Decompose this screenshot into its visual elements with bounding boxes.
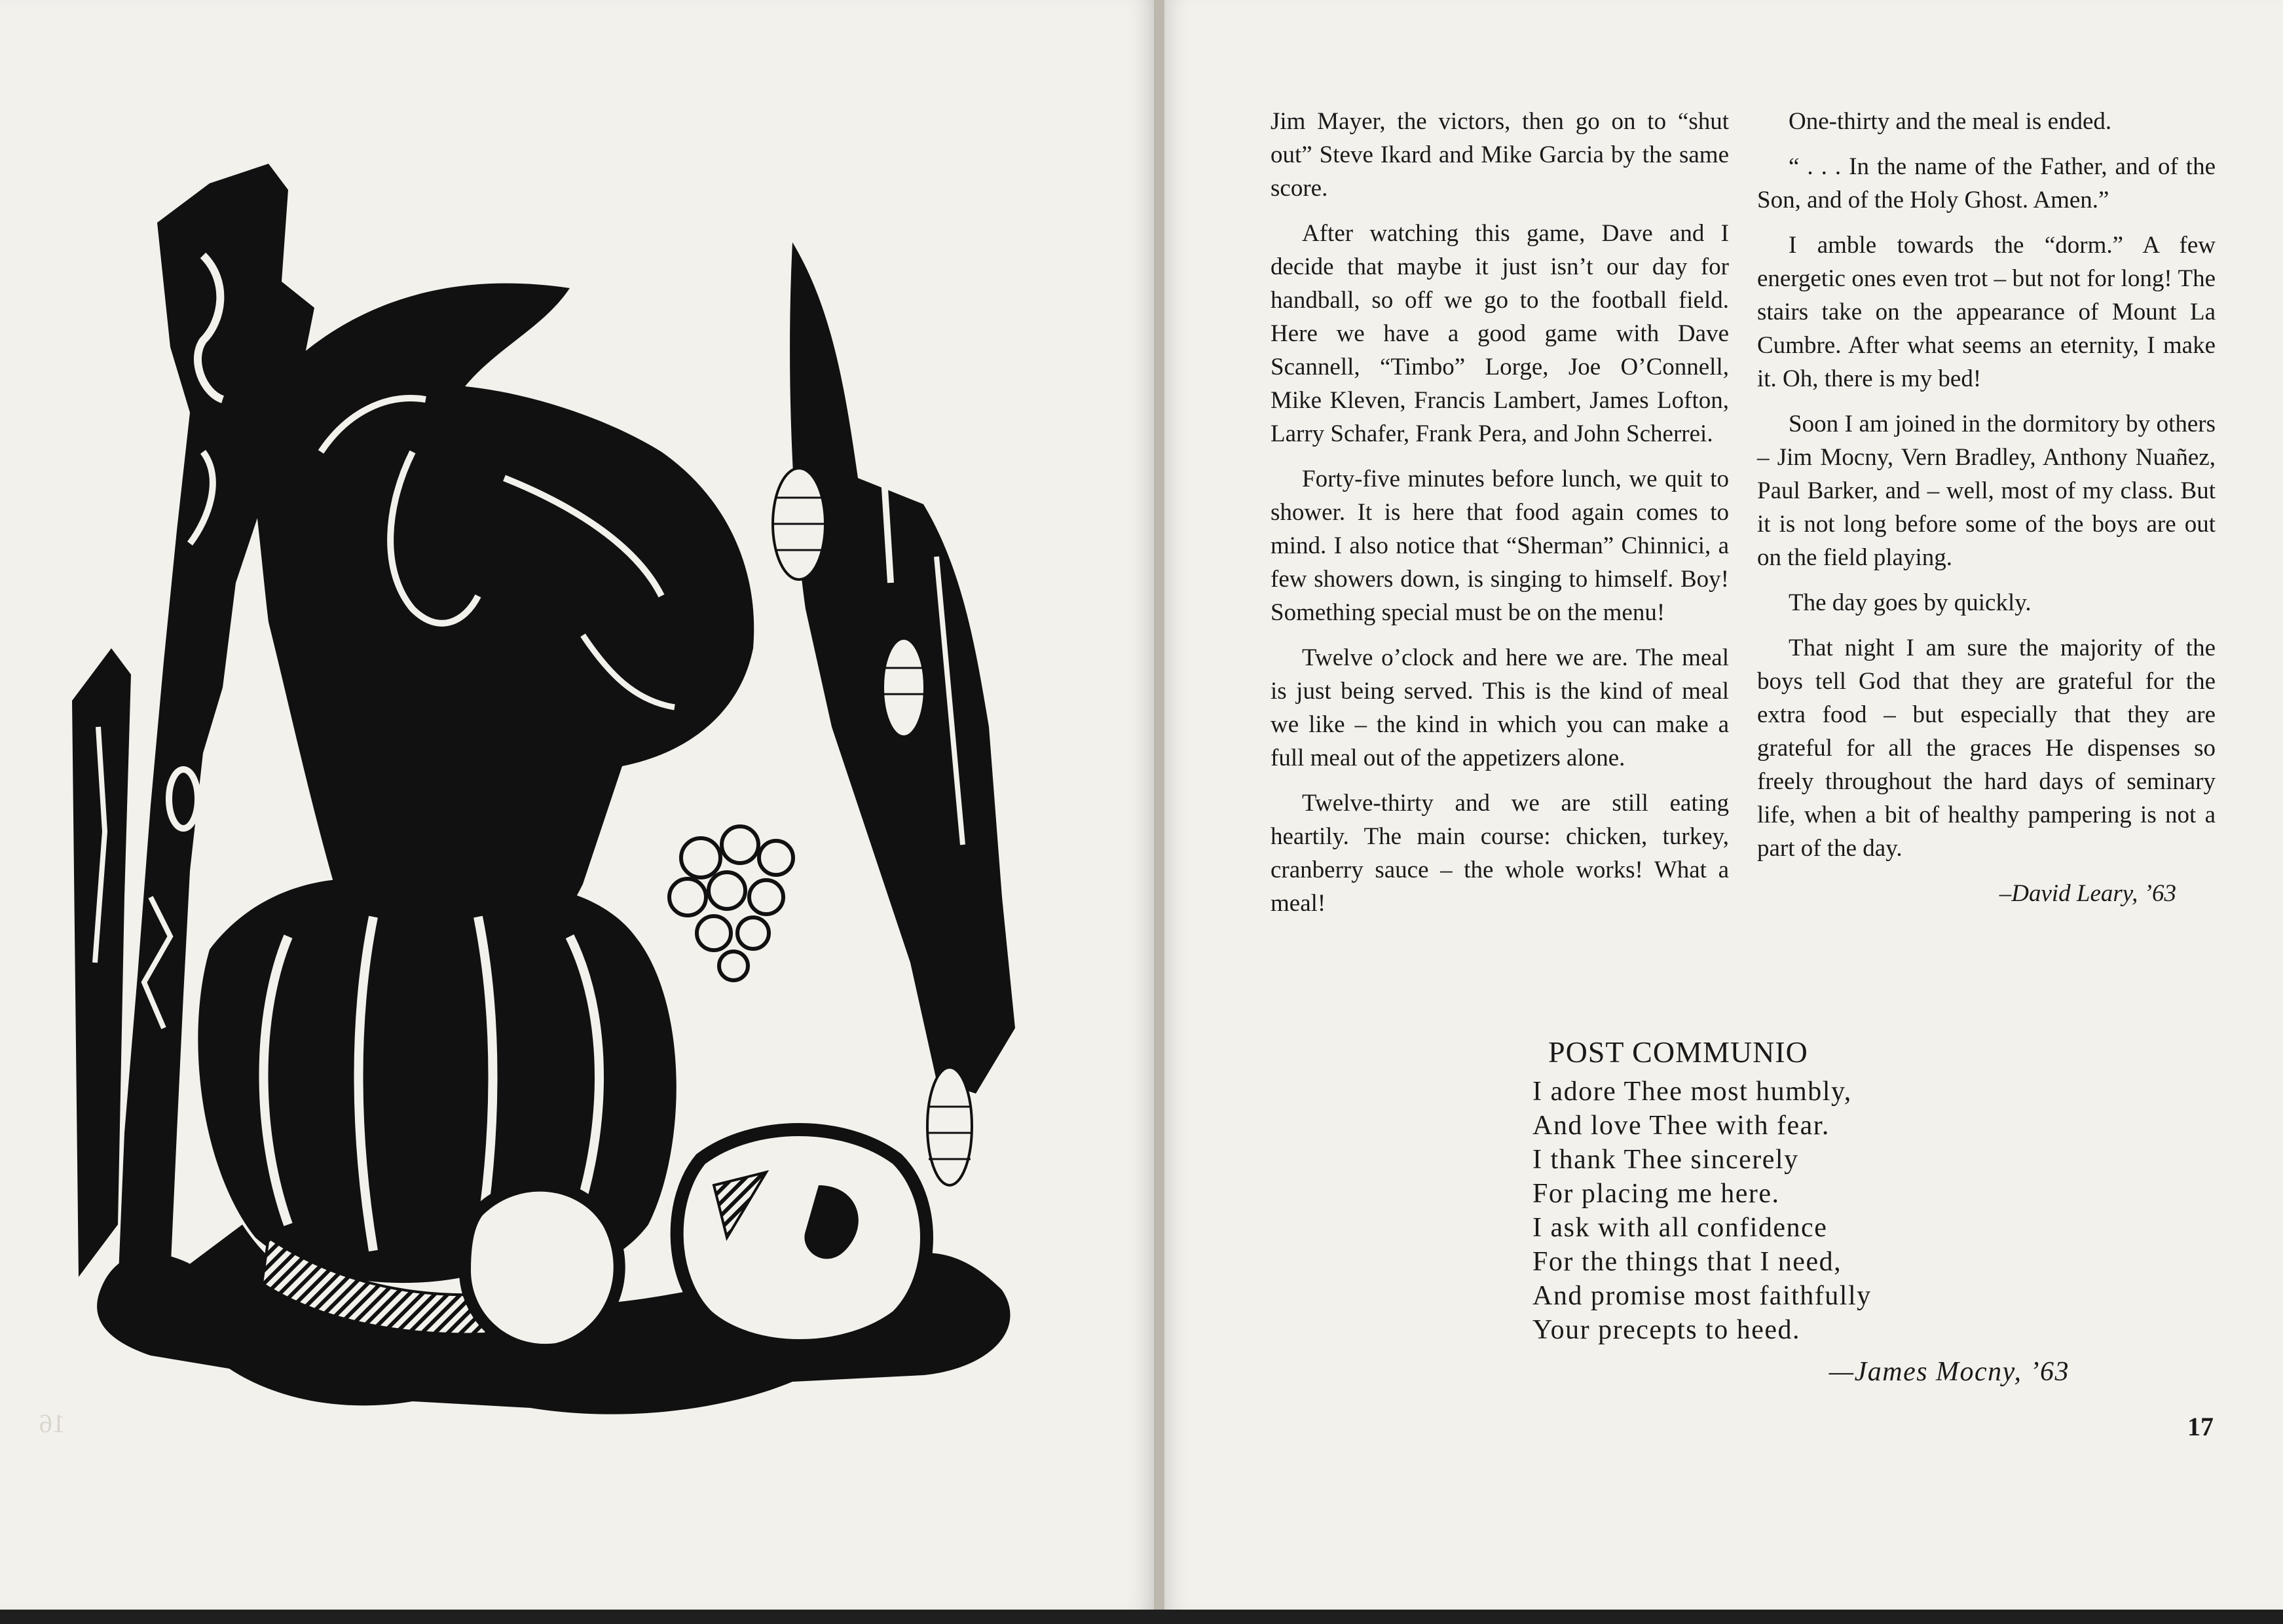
poem-line: I thank Thee sincerely bbox=[1532, 1145, 1799, 1175]
poem-title: POST COMMUNIO bbox=[1548, 1035, 1808, 1069]
poem-line: And promise most faithfully bbox=[1532, 1281, 1872, 1311]
poem-line: I adore Thee most humbly, bbox=[1532, 1077, 1852, 1107]
author-signature: –David Leary, ’63 bbox=[1999, 880, 2176, 907]
poem bbox=[1532, 1035, 2070, 1388]
paragraph: Soon I am joined in the dormitory by others – Jim Mocny, Vern Bradley, Anthony Nuañez, Paul Barker, and – well, most of my class. But it is not long before some of the boys are out on the field playing. bbox=[1757, 411, 2216, 571]
article-column-2 bbox=[1757, 105, 2216, 910]
paragraph: Forty-five minutes before lunch, we quit to shower. It is here that food again comes to mind. I also notice that “Sherman” Chinnici, a few showers down, is singing to himself. Boy! Something special must be on the menu! bbox=[1271, 466, 1729, 626]
paragraph: Jim Mayer, the victors, then go on to “shut out” Steve Ikard and Mike Garcia by the same score. bbox=[1271, 108, 1729, 202]
scan-bottom-edge bbox=[0, 1610, 2283, 1624]
paragraph: One-thirty and the meal is ended. bbox=[1789, 108, 2112, 135]
poem-line: I ask with all confidence bbox=[1532, 1213, 1828, 1243]
cornucopia-illustration bbox=[72, 111, 1067, 1421]
paragraph: The day goes by quickly. bbox=[1789, 589, 2032, 616]
paragraph: That night I am sure the majority of the boys tell God that they are grateful for the extra food – but especially that they are grateful for all the graces He dispenses so freely throughout the hard days of seminary life, when a bit of healthy pampering is not a part of the day. bbox=[1757, 635, 2216, 862]
poem-line: For placing me here. bbox=[1532, 1179, 1780, 1209]
paragraph: After watching this game, Dave and I decide that maybe it just isn’t our day for handball, so off we go to the football field. Here we have a good game with Dave Scannell, “Timbo” Lorge, Joe O’Connell, Mike Kleven, Francis Lambert, James Lofton, Larry Schafer, Frank Pera, and John Scherrei. bbox=[1271, 220, 1729, 447]
poem-line: Your precepts to heed. bbox=[1532, 1315, 1800, 1345]
paragraph: Twelve o’clock and here we are. The meal is just being served. This is the kind of meal we like – the kind in which you can make a full meal out of the appetizers alone. bbox=[1271, 644, 1729, 771]
paragraph: Twelve-thirty and we are still eating heartily. The main course: chicken, turkey, cranberry sauce – the whole works! What a meal! bbox=[1271, 790, 1729, 917]
paragraph: “ . . . In the name of the Father, and of the Son, and of the Holy Ghost. Amen.” bbox=[1757, 153, 2216, 213]
poem-line: For the things that I need, bbox=[1532, 1247, 1842, 1277]
article-column-1 bbox=[1271, 105, 1729, 932]
poem-credit: —James Mocny, ’63 bbox=[1828, 1357, 2070, 1387]
poem-body bbox=[1532, 1075, 2070, 1347]
paragraph: I amble towards the “dorm.” A few energetic ones even trot – but not for long! The stairs take on the appearance of Mount La Cumbre. After what seems an eternity, I make it. Oh, there is my bed! bbox=[1757, 232, 2216, 392]
poem-line: And love Thee with fear. bbox=[1532, 1111, 1830, 1141]
left-page-number: 16 bbox=[39, 1409, 65, 1438]
book-gutter bbox=[1154, 0, 1164, 1610]
right-page-number: 17 bbox=[2187, 1412, 2214, 1441]
